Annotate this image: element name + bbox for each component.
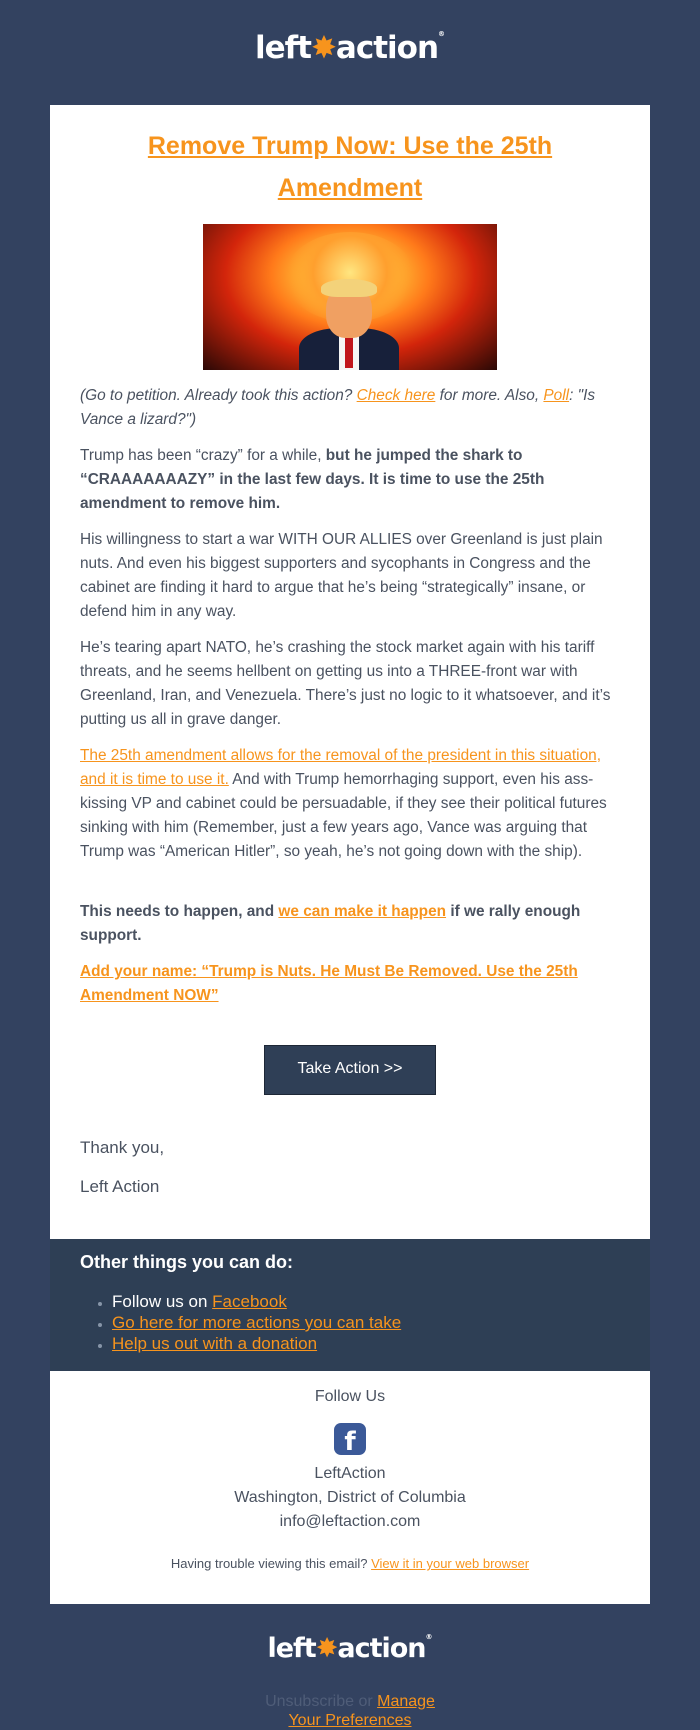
logo-trademark: ®	[425, 1633, 433, 1641]
other-actions-panel	[50, 1239, 650, 1371]
paragraph-5	[80, 900, 620, 948]
other-actions-title: Other things you can do:	[80, 1252, 294, 1272]
manage-link-line1: Manage	[377, 1693, 435, 1710]
headline-link[interactable]: Remove Trump Now: Use the 25th Amendment	[147, 132, 553, 202]
paragraph-1	[80, 444, 620, 516]
facebook-icon[interactable]: f	[334, 1423, 366, 1455]
figure-hair	[321, 279, 377, 297]
facebook-link[interactable]: Facebook	[212, 1292, 287, 1311]
p1-bold: but he jumped the shark to “CRAAAAAAAZY” in the last few days. It is time to use the 25th amendment to remove him.	[80, 447, 545, 512]
take-action-button[interactable]: Take Action >>	[264, 1045, 436, 1095]
org-name: LeftAction	[314, 1465, 386, 1482]
25th-amendment-link[interactable]: The 25th amendment allows for the removal of the president in this situation, and it is time to use it.	[80, 747, 601, 788]
unsubscribe-text[interactable]: Unsubscribe or	[265, 1693, 378, 1710]
cta-wrapper	[50, 1045, 650, 1095]
intro-text-b: for more. Also,	[435, 387, 544, 404]
leftaction-logo[interactable]	[0, 30, 700, 66]
p5-text-b: if we rally enough support.	[80, 903, 581, 944]
donation-link[interactable]: Help us out with a donation	[112, 1334, 318, 1353]
star-burst-icon: ✸	[315, 1633, 338, 1664]
leftaction-footer-logo[interactable]	[0, 1633, 700, 1664]
intro-paragraph	[80, 384, 620, 432]
email-footer	[50, 1371, 650, 1604]
paragraph-4	[80, 744, 620, 864]
follow-us-text: Follow us on	[112, 1292, 213, 1311]
list-item	[112, 1333, 401, 1354]
list-item	[112, 1291, 401, 1312]
intro-text-a: (Go to petition. Already took this action?	[80, 387, 357, 404]
org-location: Washington, District of Columbia	[234, 1489, 466, 1506]
follow-us-heading: Follow Us	[314, 1388, 386, 1405]
logo-right-text: action	[337, 1633, 426, 1664]
list-item	[112, 1312, 401, 1333]
trouble-text: Having trouble viewing this email?	[170, 1556, 372, 1571]
more-actions-link[interactable]: Go here for more actions you can take	[112, 1313, 402, 1332]
p1-plain: Trump has been “crazy” for a while,	[80, 447, 326, 464]
poll-link[interactable]: Poll	[543, 387, 570, 404]
make-it-happen-link[interactable]: we can make it happen	[278, 903, 447, 920]
unsubscribe-line	[0, 1692, 700, 1730]
paragraph-6	[80, 960, 620, 1008]
org-email: info@leftaction.com	[279, 1513, 421, 1530]
add-your-name-link[interactable]: Add your name: “Trump is Nuts. He Must Be Removed. Use the 25th Amendment NOW”	[80, 963, 578, 1004]
intro-text-c: : "Is Vance a lizard?")	[80, 387, 596, 428]
logo-left-text: left	[254, 30, 311, 66]
p5-text-a: This needs to happen, and	[80, 903, 279, 920]
logo-right-text: action	[335, 30, 439, 66]
signature-text: Left Action	[80, 1177, 160, 1196]
trouble-viewing-text	[50, 1556, 650, 1571]
paragraph-3: He’s tearing apart NATO, he’s crashing the stock market again with his tariff threats, and he seems hellbent on getting us into a THREE-front war with Greenland, Iran, and Venezuela. There’s just no logic to it whatsoever, and it’s putting us all in grave danger.	[80, 639, 611, 728]
view-in-browser-link[interactable]: View it in your web browser	[371, 1556, 530, 1571]
logo-left-text: left	[267, 1633, 316, 1664]
star-burst-icon: ✸	[310, 30, 336, 66]
hero-image[interactable]	[203, 224, 497, 370]
other-actions-list	[82, 1291, 401, 1354]
email-card	[50, 105, 650, 1239]
p4-rest: And with Trump hemorrhaging support, even his ass-kissing VP and cabinet could be persuadable, if they see their political futures sinking with him (Remember, just a few years ago, Vance was arguing that Trump was “American Hitler”, so yeah, he’s not going down with the ship).	[80, 771, 607, 860]
paragraph-2: His willingness to start a war WITH OUR ALLIES over Greenland is just plain nuts. And even his biggest supporters and sycophants in Congress and the cabinet are finding it hard to argue that he’s being “strategically” insane, or defend him in any way.	[80, 531, 603, 620]
manage-link-line2: Your Preferences	[288, 1712, 412, 1729]
logo-trademark: ®	[438, 30, 446, 38]
check-here-link[interactable]: Check here	[356, 387, 436, 404]
thank-you-text: Thank you,	[80, 1138, 165, 1157]
